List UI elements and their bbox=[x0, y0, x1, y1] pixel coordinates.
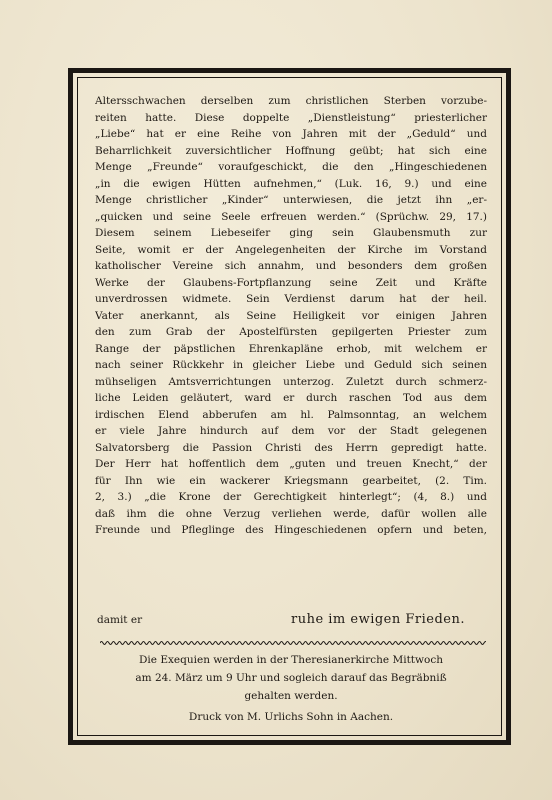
text-line: Werke der Glaubens-Fortpflanzung seine Zeit und Kräfte bbox=[95, 276, 487, 289]
text-line: für Ihn wie ein wackerer Kriegsmann gearbeitet, (2. Tim. bbox=[95, 474, 487, 487]
text-line: den zum Grab der Apostelfürsten gepilgerten Priester zum bbox=[95, 326, 487, 338]
text-line: unverdrossen widmete. Sein Verdienst darum hat der heil. bbox=[95, 293, 487, 305]
text-line: daß ihm die ohne Verzug verliehen werde, dafür wollen alle bbox=[95, 507, 487, 520]
funeral-notice bbox=[95, 651, 487, 705]
text-line: mühseligen Amtsverrichtungen unterzog. Zuletzt durch schmerz- bbox=[95, 375, 487, 388]
text-line: Freunde und Pfleglinge des Hingeschiedenen opfern und beten, bbox=[95, 524, 487, 536]
text-line: Diesem seinem Liebeseifer ging sein Glaubensmuth zur bbox=[95, 227, 487, 239]
wavy-divider bbox=[100, 639, 486, 647]
text-line: Menge „Freunde“ voraufgeschickt, die den „Hingeschiedenen bbox=[95, 161, 487, 173]
notice-line: gehalten werden. bbox=[244, 690, 338, 702]
closing-lead: damit er bbox=[97, 614, 143, 626]
text-line: nach seiner Rückkehr in gleicher Liebe und Geduld sich seinen bbox=[95, 359, 487, 371]
text-line: Vater anerkannt, als Seine Heiligkeit vor einigen Jahren bbox=[95, 309, 487, 322]
obituary-text bbox=[95, 93, 487, 539]
printer-imprint: Druck von M. Urlichs Sohn in Aachen. bbox=[188, 711, 394, 723]
closing-line bbox=[95, 612, 487, 632]
text-line: er viele Jahre hindurch auf dem vor der Stadt gelegenen bbox=[95, 425, 487, 437]
text-line: Seite, womit er der Angelegenheiten der Kirche im Vorstand bbox=[95, 243, 487, 256]
text-line: Range der päpstlichen Ehrenkapläne erhob, mit welchem er bbox=[95, 342, 487, 355]
notice-line: Die Exequien werden in der Theresianerkirche Mittwoch bbox=[139, 654, 443, 666]
text-line: Menge christlicher „Kinder“ unterwiesen, die jetzt ihn „er- bbox=[95, 194, 487, 206]
text-line: Altersschwachen derselben zum christlichen Sterben vorzube- bbox=[95, 95, 487, 107]
text-line: „quicken und seine Seele erfreuen werden.“ (Sprüchw. 29, 17.) bbox=[95, 210, 487, 223]
text-line: irdischen Elend abberufen am hl. Palmsonntag, an welchem bbox=[95, 408, 487, 421]
text-line: katholischer Vereine sich annahm, und besonders dem großen bbox=[95, 260, 487, 272]
text-line: „in die ewigen Hütten aufnehmen,“ (Luk. 16, 9.) und eine bbox=[95, 177, 487, 190]
text-line: Der Herr hat hoffentlich dem „guten und treuen Knecht,“ der bbox=[95, 458, 487, 470]
text-line: liche Leiden geläutert, ward er durch raschen Tod aus dem bbox=[95, 392, 487, 404]
notice-line: am 24. März um 9 Uhr und sogleich darauf das Begräbniß bbox=[135, 672, 447, 684]
closing-phrase: ruhe im ewigen Frieden. bbox=[290, 612, 465, 627]
text-line: „Liebe“ hat er eine Reihe von Jahren mit der „Geduld“ und bbox=[95, 128, 487, 140]
text-line: Beharrlichkeit zuversichtlicher Hoffnung geübt; hat sich eine bbox=[95, 144, 487, 157]
text-line: Salvatorsberg die Passion Christi des Herrn gepredigt hatte. bbox=[95, 441, 487, 454]
text-line: 2, 3.) „die Krone der Gerechtigkeit hinterlegt“; (4, 8.) und bbox=[95, 491, 487, 503]
text-line: reiten hatte. Diese doppelte „Dienstleistung“ priesterlicher bbox=[95, 111, 487, 124]
